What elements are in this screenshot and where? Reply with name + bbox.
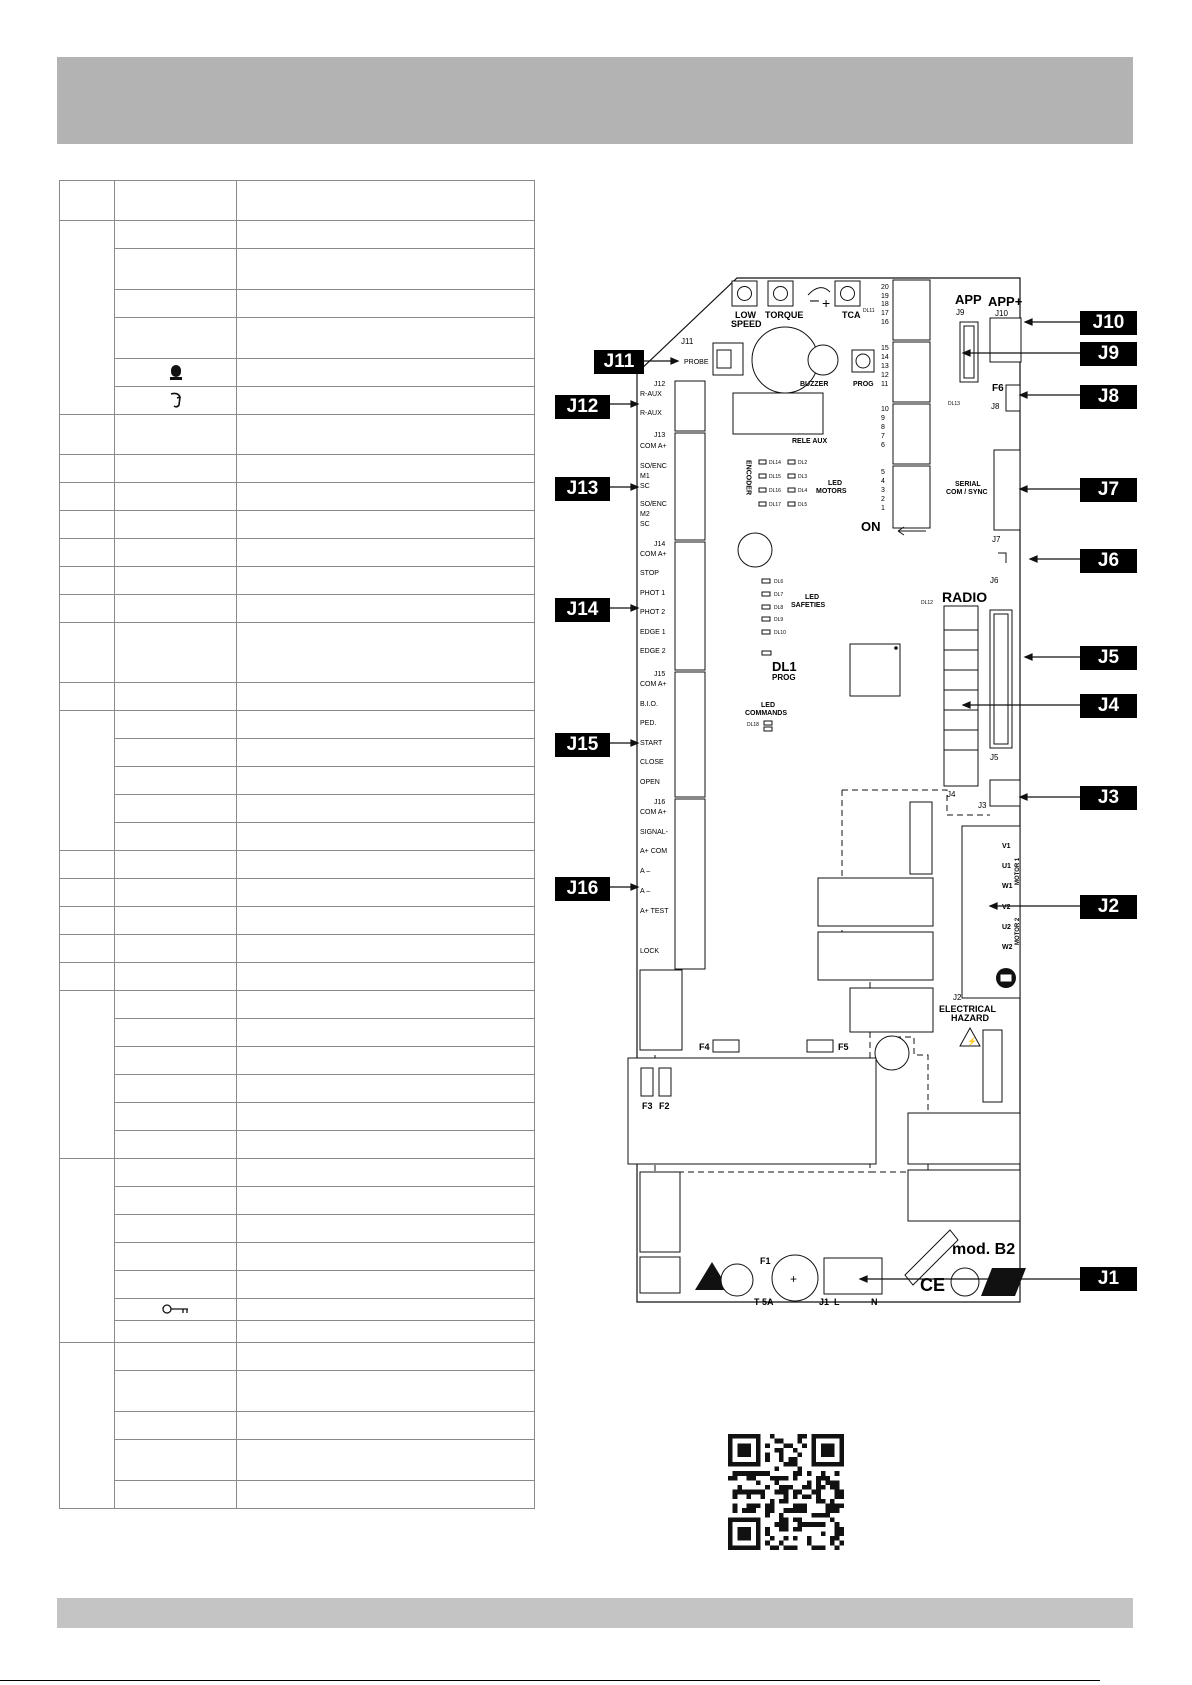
terminal-label: M2	[640, 511, 650, 518]
terminal-label: SC	[640, 521, 650, 528]
callout-arrowhead	[1030, 556, 1037, 562]
j3-connector	[990, 780, 1020, 806]
terminal-label: COM A+	[640, 443, 667, 450]
model-label: mod. B2	[952, 1241, 1016, 1258]
svg-text:+: +	[822, 295, 831, 311]
table-row	[60, 221, 535, 249]
dip-number: 14	[881, 354, 889, 361]
callout-j1: J1	[1080, 1267, 1137, 1291]
table-row	[60, 567, 535, 595]
table-row	[60, 415, 535, 455]
svg-text:SAFETIES: SAFETIES	[791, 602, 826, 609]
svg-text:PROG: PROG	[772, 673, 796, 682]
motor-led	[759, 502, 766, 506]
dip-number: 18	[881, 301, 889, 308]
callout-arrowhead	[671, 358, 678, 364]
svg-text:J7: J7	[992, 535, 1001, 544]
table-row	[60, 359, 535, 387]
callout-j4: J4	[1080, 694, 1137, 718]
motor-led-label: DL4	[798, 488, 808, 494]
key-lock-icon	[162, 1303, 190, 1317]
table-row	[60, 1299, 535, 1321]
svg-text:RELE AUX: RELE AUX	[792, 438, 828, 445]
svg-text:DL13: DL13	[948, 401, 960, 407]
prog-label: PROG	[853, 381, 874, 388]
motor-led-label: DL3	[798, 474, 808, 480]
motor-led-label: DL5	[798, 502, 808, 508]
motor-led-label: DL15	[769, 474, 781, 480]
table-row	[60, 181, 535, 221]
terminal-label: PHOT 2	[640, 609, 666, 616]
terminal-label: SO/ENC	[640, 463, 667, 470]
safety-led	[762, 592, 770, 596]
table-row	[60, 511, 535, 539]
terminal-label: START	[640, 740, 663, 747]
terminal-label: OPEN	[640, 779, 660, 786]
svg-text:⚡: ⚡	[967, 1037, 977, 1046]
table-row	[60, 935, 535, 963]
table-row	[60, 595, 535, 623]
ce-mark: CE	[920, 1275, 946, 1295]
table-row	[60, 483, 535, 511]
svg-text:J1: J1	[819, 1297, 830, 1307]
terminal-label: CLOSE	[640, 759, 664, 766]
svg-text:F1: F1	[760, 1256, 771, 1266]
safety-led	[762, 630, 770, 634]
table-row	[60, 683, 535, 711]
table-row	[60, 1187, 535, 1215]
low-speed-label-2: SPEED	[731, 319, 762, 329]
safety-led-label: DL9	[774, 617, 784, 623]
callout-j11: J11	[594, 350, 644, 374]
torque-label: TORQUE	[765, 310, 804, 320]
table-row	[60, 963, 535, 991]
terminal-label: R-AUX	[640, 410, 662, 417]
dip-number: 10	[881, 406, 889, 413]
j7-serial-connector	[994, 450, 1020, 530]
footer-rule	[0, 1680, 1100, 1681]
table-row	[60, 1103, 535, 1131]
callout-j12: J12	[555, 395, 610, 419]
table-row	[60, 1412, 535, 1440]
terminal-group-j12: J12	[654, 381, 666, 388]
terminal-label: R-AUX	[640, 391, 662, 398]
dl1-label: DL1	[772, 659, 797, 674]
table-row	[60, 711, 535, 739]
motor1-terminal: U1	[1002, 863, 1011, 870]
courtesy-light-icon	[168, 391, 184, 411]
callout-j13: J13	[555, 477, 610, 501]
motor1-terminal: V1	[1002, 843, 1011, 850]
motor-led	[788, 460, 795, 464]
terminal-label: SC	[640, 483, 650, 490]
dip-number: 3	[881, 487, 885, 494]
buzzer-label: BUZZER	[800, 381, 829, 388]
table-row	[60, 539, 535, 567]
table-row	[60, 907, 535, 935]
app-label: APP	[955, 292, 982, 307]
motor2-terminal: W2	[1002, 944, 1013, 951]
motor-led-label: DL14	[769, 460, 781, 466]
table-row	[60, 879, 535, 907]
terminal-label: SO/ENC	[640, 501, 667, 508]
dip-number: 17	[881, 310, 889, 317]
table-row	[60, 1019, 535, 1047]
motor-led	[788, 488, 795, 492]
callout-j2: J2	[1080, 895, 1137, 919]
motor-led	[759, 474, 766, 478]
terminal-label: STOP	[640, 570, 659, 577]
terminal-label: LOCK	[640, 948, 660, 955]
motor1-terminal: W1	[1002, 883, 1013, 890]
motor2-label: MOTOR 2	[1015, 917, 1021, 945]
dip-number: 20	[881, 284, 889, 291]
dip-number: 1	[881, 505, 885, 512]
motor-led	[788, 474, 795, 478]
callout-j16: J16	[555, 877, 610, 901]
callout-j7: J7	[1080, 478, 1137, 502]
svg-text:F5: F5	[838, 1042, 849, 1052]
f6-label: F6	[992, 383, 1004, 394]
tca-label: TCA	[842, 310, 861, 320]
safety-led	[762, 579, 770, 583]
svg-text:MOTORS: MOTORS	[816, 488, 847, 495]
terminal-label: M1	[640, 473, 650, 480]
callout-arrowhead	[1020, 794, 1027, 800]
svg-text:J4: J4	[947, 790, 956, 799]
radio-label: RADIO	[942, 589, 988, 605]
terminal-label: SIGNAL-	[640, 829, 669, 836]
footer-band	[57, 1598, 1133, 1628]
safety-led	[762, 605, 770, 609]
dip-number: 13	[881, 363, 889, 370]
svg-text:LED: LED	[761, 702, 775, 709]
svg-text:LED: LED	[805, 594, 819, 601]
terminal-label: PED.	[640, 720, 657, 727]
j4-radio-connector	[944, 606, 978, 786]
svg-text:J2: J2	[953, 993, 962, 1002]
terminal-label: A+ COM	[640, 848, 668, 855]
safety-led-label: DL7	[774, 592, 784, 598]
svg-text:T 5A: T 5A	[754, 1297, 774, 1307]
on-label: ON	[861, 519, 881, 534]
svg-text:N: N	[871, 1297, 878, 1307]
j8-fuse-holder	[1006, 385, 1020, 411]
table-row	[60, 387, 535, 415]
svg-text:ELECTRICAL: ELECTRICAL	[939, 1004, 996, 1014]
callout-j5: J5	[1080, 646, 1137, 670]
table-row	[60, 739, 535, 767]
callout-arrowhead	[1025, 319, 1032, 325]
callout-j8: J8	[1080, 385, 1137, 409]
svg-text:J3: J3	[978, 801, 987, 810]
terminal-group-j13: J13	[654, 432, 666, 439]
svg-text:DL11: DL11	[863, 308, 875, 314]
dip-number: 12	[881, 372, 889, 379]
svg-text:J11: J11	[681, 337, 694, 346]
motor1-label: MOTOR 1	[1015, 857, 1021, 885]
table-row	[60, 1440, 535, 1481]
header-band	[57, 57, 1133, 144]
svg-text:J10: J10	[995, 309, 1008, 318]
terminal-label: COM A+	[640, 551, 667, 558]
dip-number: 2	[881, 496, 885, 503]
callout-arrowhead	[1020, 392, 1027, 398]
table-row	[60, 1481, 535, 1509]
table-row	[60, 1047, 535, 1075]
j5-connector	[990, 610, 1012, 748]
table-row	[60, 1321, 535, 1343]
table-row	[60, 1243, 535, 1271]
dip-number: 6	[881, 442, 885, 449]
dip-number: 4	[881, 478, 885, 485]
dip-number: 8	[881, 424, 885, 431]
terminal-label: A –	[640, 888, 651, 895]
svg-text:COM / SYNC: COM / SYNC	[946, 489, 988, 496]
table-row	[60, 1343, 535, 1371]
table-row	[60, 455, 535, 483]
svg-text:+: +	[790, 1272, 798, 1286]
control-board-diagram	[540, 270, 1130, 1320]
motor2-terminal: U2	[1002, 924, 1011, 931]
table-row	[60, 623, 535, 683]
terminal-label: COM A+	[640, 681, 667, 688]
callout-j6: J6	[1080, 549, 1137, 573]
motor-led	[759, 488, 766, 492]
callout-j10: J10	[1080, 311, 1137, 335]
qr-code[interactable]	[728, 1434, 844, 1550]
safety-led-label: DL8	[774, 605, 784, 611]
svg-text:SERIAL: SERIAL	[955, 481, 981, 488]
svg-text:F3: F3	[642, 1101, 653, 1111]
table-row	[60, 1215, 535, 1243]
terminal-group-j14: J14	[654, 541, 666, 548]
table-row	[60, 851, 535, 879]
svg-text:J5: J5	[990, 753, 999, 762]
table-row	[60, 1271, 535, 1299]
dip-number: 11	[881, 381, 889, 388]
j10-app-plus-connector	[990, 318, 1021, 362]
svg-text:LED: LED	[828, 480, 842, 487]
terminal-label: EDGE 2	[640, 648, 666, 655]
motor-led	[788, 502, 795, 506]
motor2-terminal: V2	[1002, 904, 1011, 911]
table-row	[60, 1159, 535, 1187]
table-row	[60, 991, 535, 1019]
callout-j9: J9	[1080, 342, 1137, 366]
callout-j15: J15	[555, 733, 610, 757]
svg-text:J9: J9	[956, 308, 965, 317]
svg-text:J6: J6	[990, 576, 999, 585]
low-speed-label-1: LOW	[735, 310, 756, 320]
encoder-label: ENCODER	[744, 460, 752, 496]
table-row	[60, 290, 535, 318]
dip-number: 19	[881, 293, 889, 300]
terminal-label: EDGE 1	[640, 629, 666, 636]
rele-aux	[733, 393, 823, 434]
svg-text:F4: F4	[699, 1042, 710, 1052]
table-row	[60, 823, 535, 851]
table-row	[60, 1075, 535, 1103]
safety-led-label: DL10	[774, 630, 786, 636]
callout-arrowhead	[1020, 486, 1027, 492]
table-row	[60, 795, 535, 823]
svg-text:F2: F2	[659, 1101, 670, 1111]
motor-led-label: DL16	[769, 488, 781, 494]
dip-number: 16	[881, 319, 889, 326]
motor-led-label: DL17	[769, 502, 781, 508]
callout-j3: J3	[1080, 786, 1137, 810]
dip-number: 9	[881, 415, 885, 422]
motor-led	[759, 460, 766, 464]
svg-text:DL12: DL12	[921, 600, 933, 606]
safety-led-label: DL6	[774, 579, 784, 585]
svg-text:HAZARD: HAZARD	[951, 1013, 989, 1023]
app-plus-label: APP+	[988, 294, 1023, 309]
table-row	[60, 1371, 535, 1412]
motor-led-label: DL2	[798, 460, 808, 466]
table-row	[60, 249, 535, 290]
dip-number: 15	[881, 345, 889, 352]
safety-led	[762, 617, 770, 621]
callout-j14: J14	[555, 598, 610, 622]
svg-text:J8: J8	[991, 402, 1000, 411]
terminal-label: COM A+	[640, 809, 667, 816]
table-row	[60, 1131, 535, 1159]
terminal-reference-table	[59, 180, 535, 1509]
svg-text:L: L	[834, 1297, 840, 1307]
dip-number: 5	[881, 469, 885, 476]
table-row	[60, 318, 535, 359]
svg-text:COMMANDS: COMMANDS	[745, 710, 787, 717]
microcontroller	[850, 644, 900, 696]
terminal-label: A+ TEST	[640, 908, 669, 915]
dip-number: 7	[881, 433, 885, 440]
terminal-label: A –	[640, 868, 651, 875]
terminal-group-j16: J16	[654, 799, 666, 806]
terminal-group-j15: J15	[654, 671, 666, 678]
callout-arrowhead	[1025, 654, 1032, 660]
terminal-label: B.I.O.	[640, 701, 658, 708]
table-row	[60, 767, 535, 795]
flashing-lamp-icon	[170, 363, 182, 383]
probe-label: PROBE	[684, 359, 709, 366]
svg-text:–: –	[810, 292, 819, 309]
terminal-label: PHOT 1	[640, 590, 666, 597]
svg-text:DL18: DL18	[747, 722, 759, 728]
